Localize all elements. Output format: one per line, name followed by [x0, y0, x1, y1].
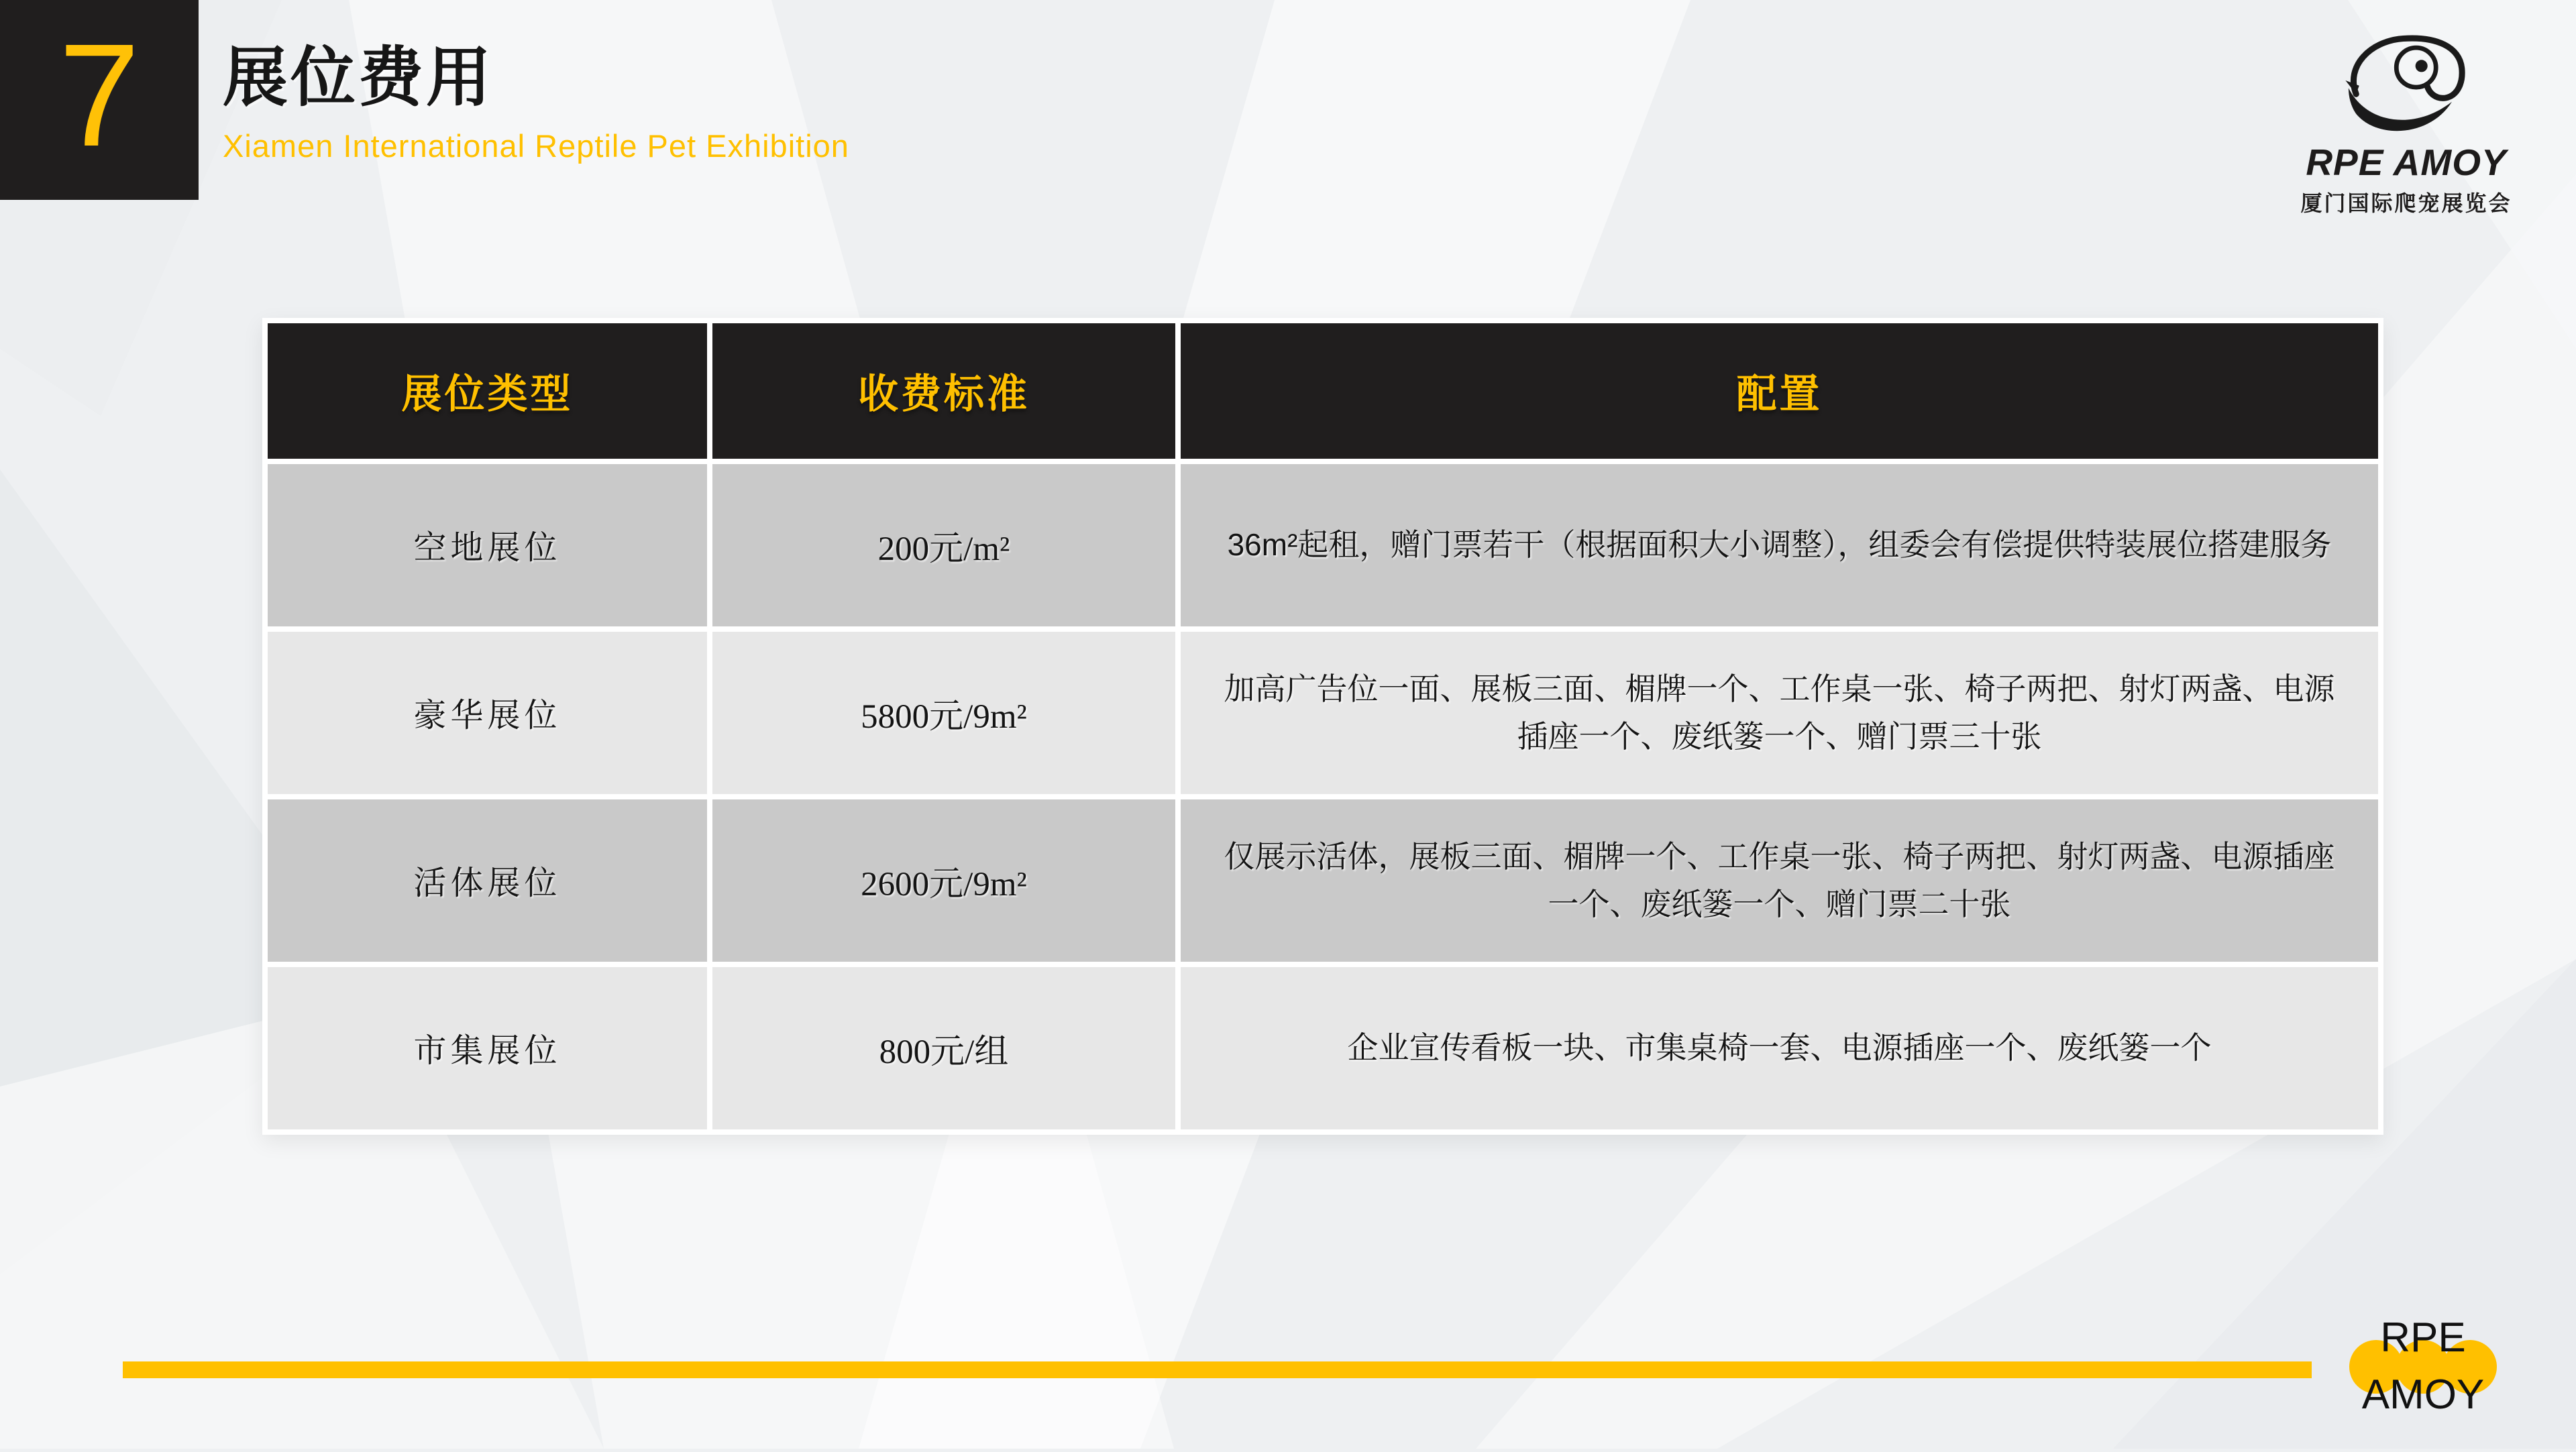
table-header-row — [268, 323, 2378, 459]
fee-table — [262, 318, 2383, 1135]
logo-wordmark: RPE AMOY — [2306, 142, 2507, 183]
column-header-configuration: 配置 — [1181, 323, 2378, 459]
table-row — [268, 632, 2378, 794]
chameleon-logo-icon — [2296, 24, 2517, 138]
fee-cell: 200元/m² — [712, 464, 1175, 626]
fee-cell: 800元/组 — [712, 967, 1175, 1129]
booth-type-cell: 市集展位 — [268, 967, 707, 1129]
fee-cell: 5800元/9m² — [712, 632, 1175, 794]
booth-type-cell: 空地展位 — [268, 464, 707, 626]
table-row — [268, 799, 2378, 962]
fee-cell: 2600元/9m² — [712, 799, 1175, 962]
booth-type-cell: 豪华展位 — [268, 632, 707, 794]
table-row — [268, 464, 2378, 626]
page-number: 7 — [58, 14, 140, 177]
bottom-accent-line — [123, 1361, 2312, 1378]
table-row — [268, 967, 2378, 1129]
slide-title: 展位费用 — [223, 41, 494, 114]
brand-text — [2347, 1309, 2500, 1423]
logo-chinese-name: 厦门国际爬宠展览会 — [2300, 191, 2512, 215]
slide-subtitle: Xiamen International Reptile Pet Exhibition — [223, 127, 849, 164]
column-header-booth-type: 展位类型 — [268, 323, 707, 459]
column-header-fee-standard: 收费标准 — [712, 323, 1175, 459]
page-number-badge — [0, 0, 199, 200]
booth-type-cell: 活体展位 — [268, 799, 707, 962]
brand-line-rpe: RPE — [2380, 1315, 2466, 1361]
footer-brand — [2347, 1309, 2521, 1423]
title-block — [223, 40, 849, 164]
config-cell: 36m²起租，赠门票若干（根据面积大小调整），组委会有偿提供特装展位搭建服务 — [1181, 464, 2378, 626]
exhibition-logo — [2296, 24, 2517, 217]
config-cell: 企业宣传看板一块、市集桌椅一套、电源插座一个、废纸篓一个 — [1181, 967, 2378, 1129]
brand-line-amoy: AMOY — [2361, 1372, 2485, 1418]
config-cell: 仅展示活体，展板三面、楣牌一个、工作桌一张、椅子两把、射灯两盏、电源插座一个、废纸篓一个、赠门票二十张 — [1181, 799, 2378, 962]
config-cell: 加高广告位一面、展板三面、楣牌一个、工作桌一张、椅子两把、射灯两盏、电源插座一个、废纸篓一个、赠门票三十张 — [1181, 632, 2378, 794]
